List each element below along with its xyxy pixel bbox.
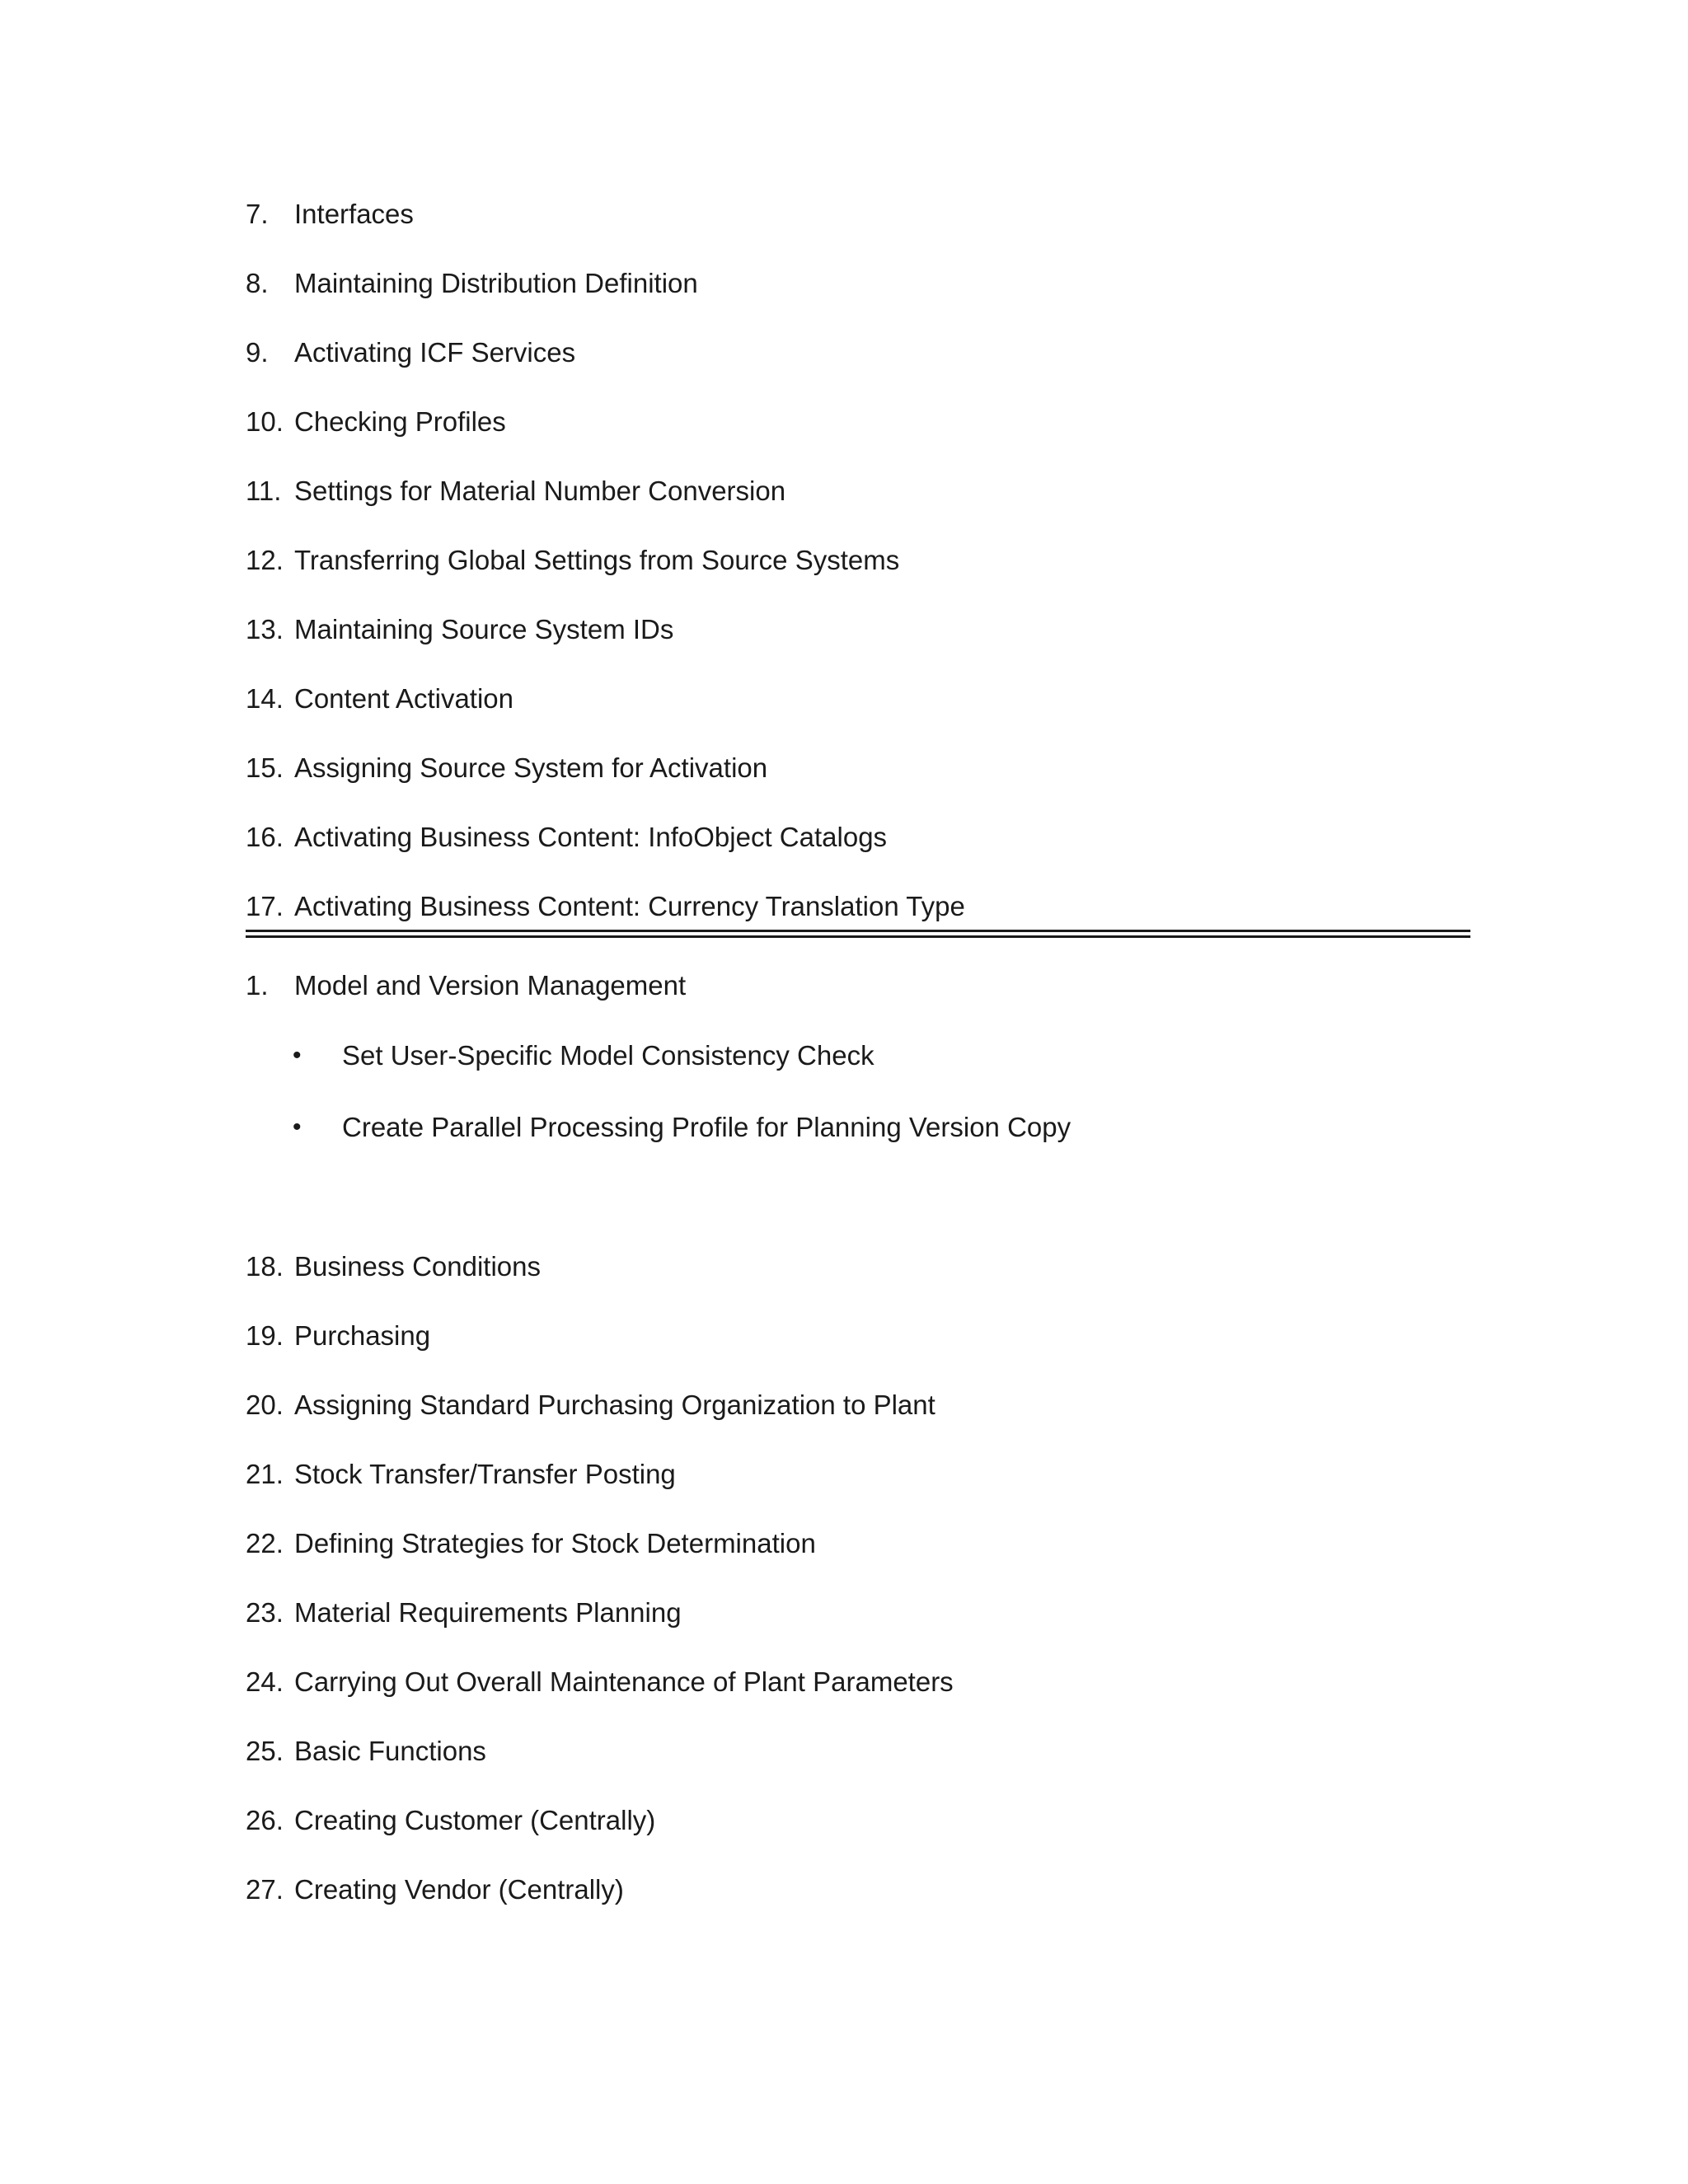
- bullet-text: Create Parallel Processing Profile for Planning Version Copy: [342, 1112, 1071, 1142]
- list-item-number: 11.: [246, 476, 282, 506]
- list-item-text: Purchasing: [294, 1320, 431, 1351]
- list-item-number: 18.: [246, 1251, 284, 1282]
- list-item-number: 20.: [246, 1390, 284, 1420]
- bullet-icon: •: [293, 1113, 302, 1141]
- list-item-number: 25.: [246, 1736, 284, 1766]
- list-item-number: 19.: [246, 1320, 284, 1351]
- list-item-text: Content Activation: [294, 683, 513, 714]
- list-item-number: 26.: [246, 1805, 284, 1835]
- list-item-number: 17.: [246, 891, 284, 921]
- list-item-text: Activating Business Content: InfoObject Catalogs: [294, 822, 888, 852]
- list-item-text: Assigning Standard Purchasing Organization to Plant: [294, 1390, 935, 1420]
- list-item-text: Creating Vendor (Centrally): [294, 1874, 624, 1905]
- list-item-number: 10.: [246, 406, 284, 437]
- list-item-text: Assigning Source System for Activation: [294, 752, 768, 783]
- list-item-text: Settings for Material Number Conversion: [294, 476, 786, 506]
- list-item-number: 14.: [246, 683, 284, 714]
- list-item-number: 23.: [246, 1597, 284, 1628]
- list-item-number: 13.: [246, 614, 284, 644]
- list-item-number: 8.: [246, 268, 269, 298]
- section-title: Model and Version Management: [294, 970, 687, 1001]
- list-item-number: 15.: [246, 752, 284, 783]
- list-item-text: Checking Profiles: [294, 406, 506, 437]
- list-item-text: Transferring Global Settings from Source Systems: [294, 545, 900, 575]
- list-item-number: 21.: [246, 1459, 284, 1489]
- list-item-text: Material Requirements Planning: [294, 1597, 682, 1628]
- list-item-number: 27.: [246, 1874, 284, 1905]
- bullet-text: Set User-Specific Model Consistency Check: [342, 1040, 874, 1071]
- list-item-text: Activating ICF Services: [294, 337, 576, 368]
- list-item-number: 22.: [246, 1528, 284, 1558]
- list-item-number: 16.: [246, 822, 284, 852]
- list-item-number: 9.: [246, 337, 269, 368]
- list-item-text: Defining Strategies for Stock Determination: [294, 1528, 816, 1558]
- list-item-number: 7.: [246, 199, 269, 229]
- bullet-icon: •: [293, 1042, 302, 1069]
- double-rule-divider: [246, 930, 1470, 938]
- list-item-text: Creating Customer (Centrally): [294, 1805, 656, 1835]
- list-item-text: Maintaining Source System IDs: [294, 614, 674, 644]
- list-item-text: Interfaces: [294, 199, 414, 229]
- list-item-text: Maintaining Distribution Definition: [294, 268, 698, 298]
- section-number: 1.: [246, 970, 269, 1001]
- list-item-text: Basic Functions: [294, 1736, 486, 1766]
- list-item-number: 24.: [246, 1666, 284, 1697]
- list-item-text: Carrying Out Overall Maintenance of Plant Parameters: [294, 1666, 954, 1697]
- list-item-text: Business Conditions: [294, 1251, 541, 1282]
- list-item-text: Stock Transfer/Transfer Posting: [294, 1459, 676, 1489]
- list-item-text: Activating Business Content: Currency Translation Type: [294, 891, 965, 921]
- list-item-number: 12.: [246, 545, 284, 575]
